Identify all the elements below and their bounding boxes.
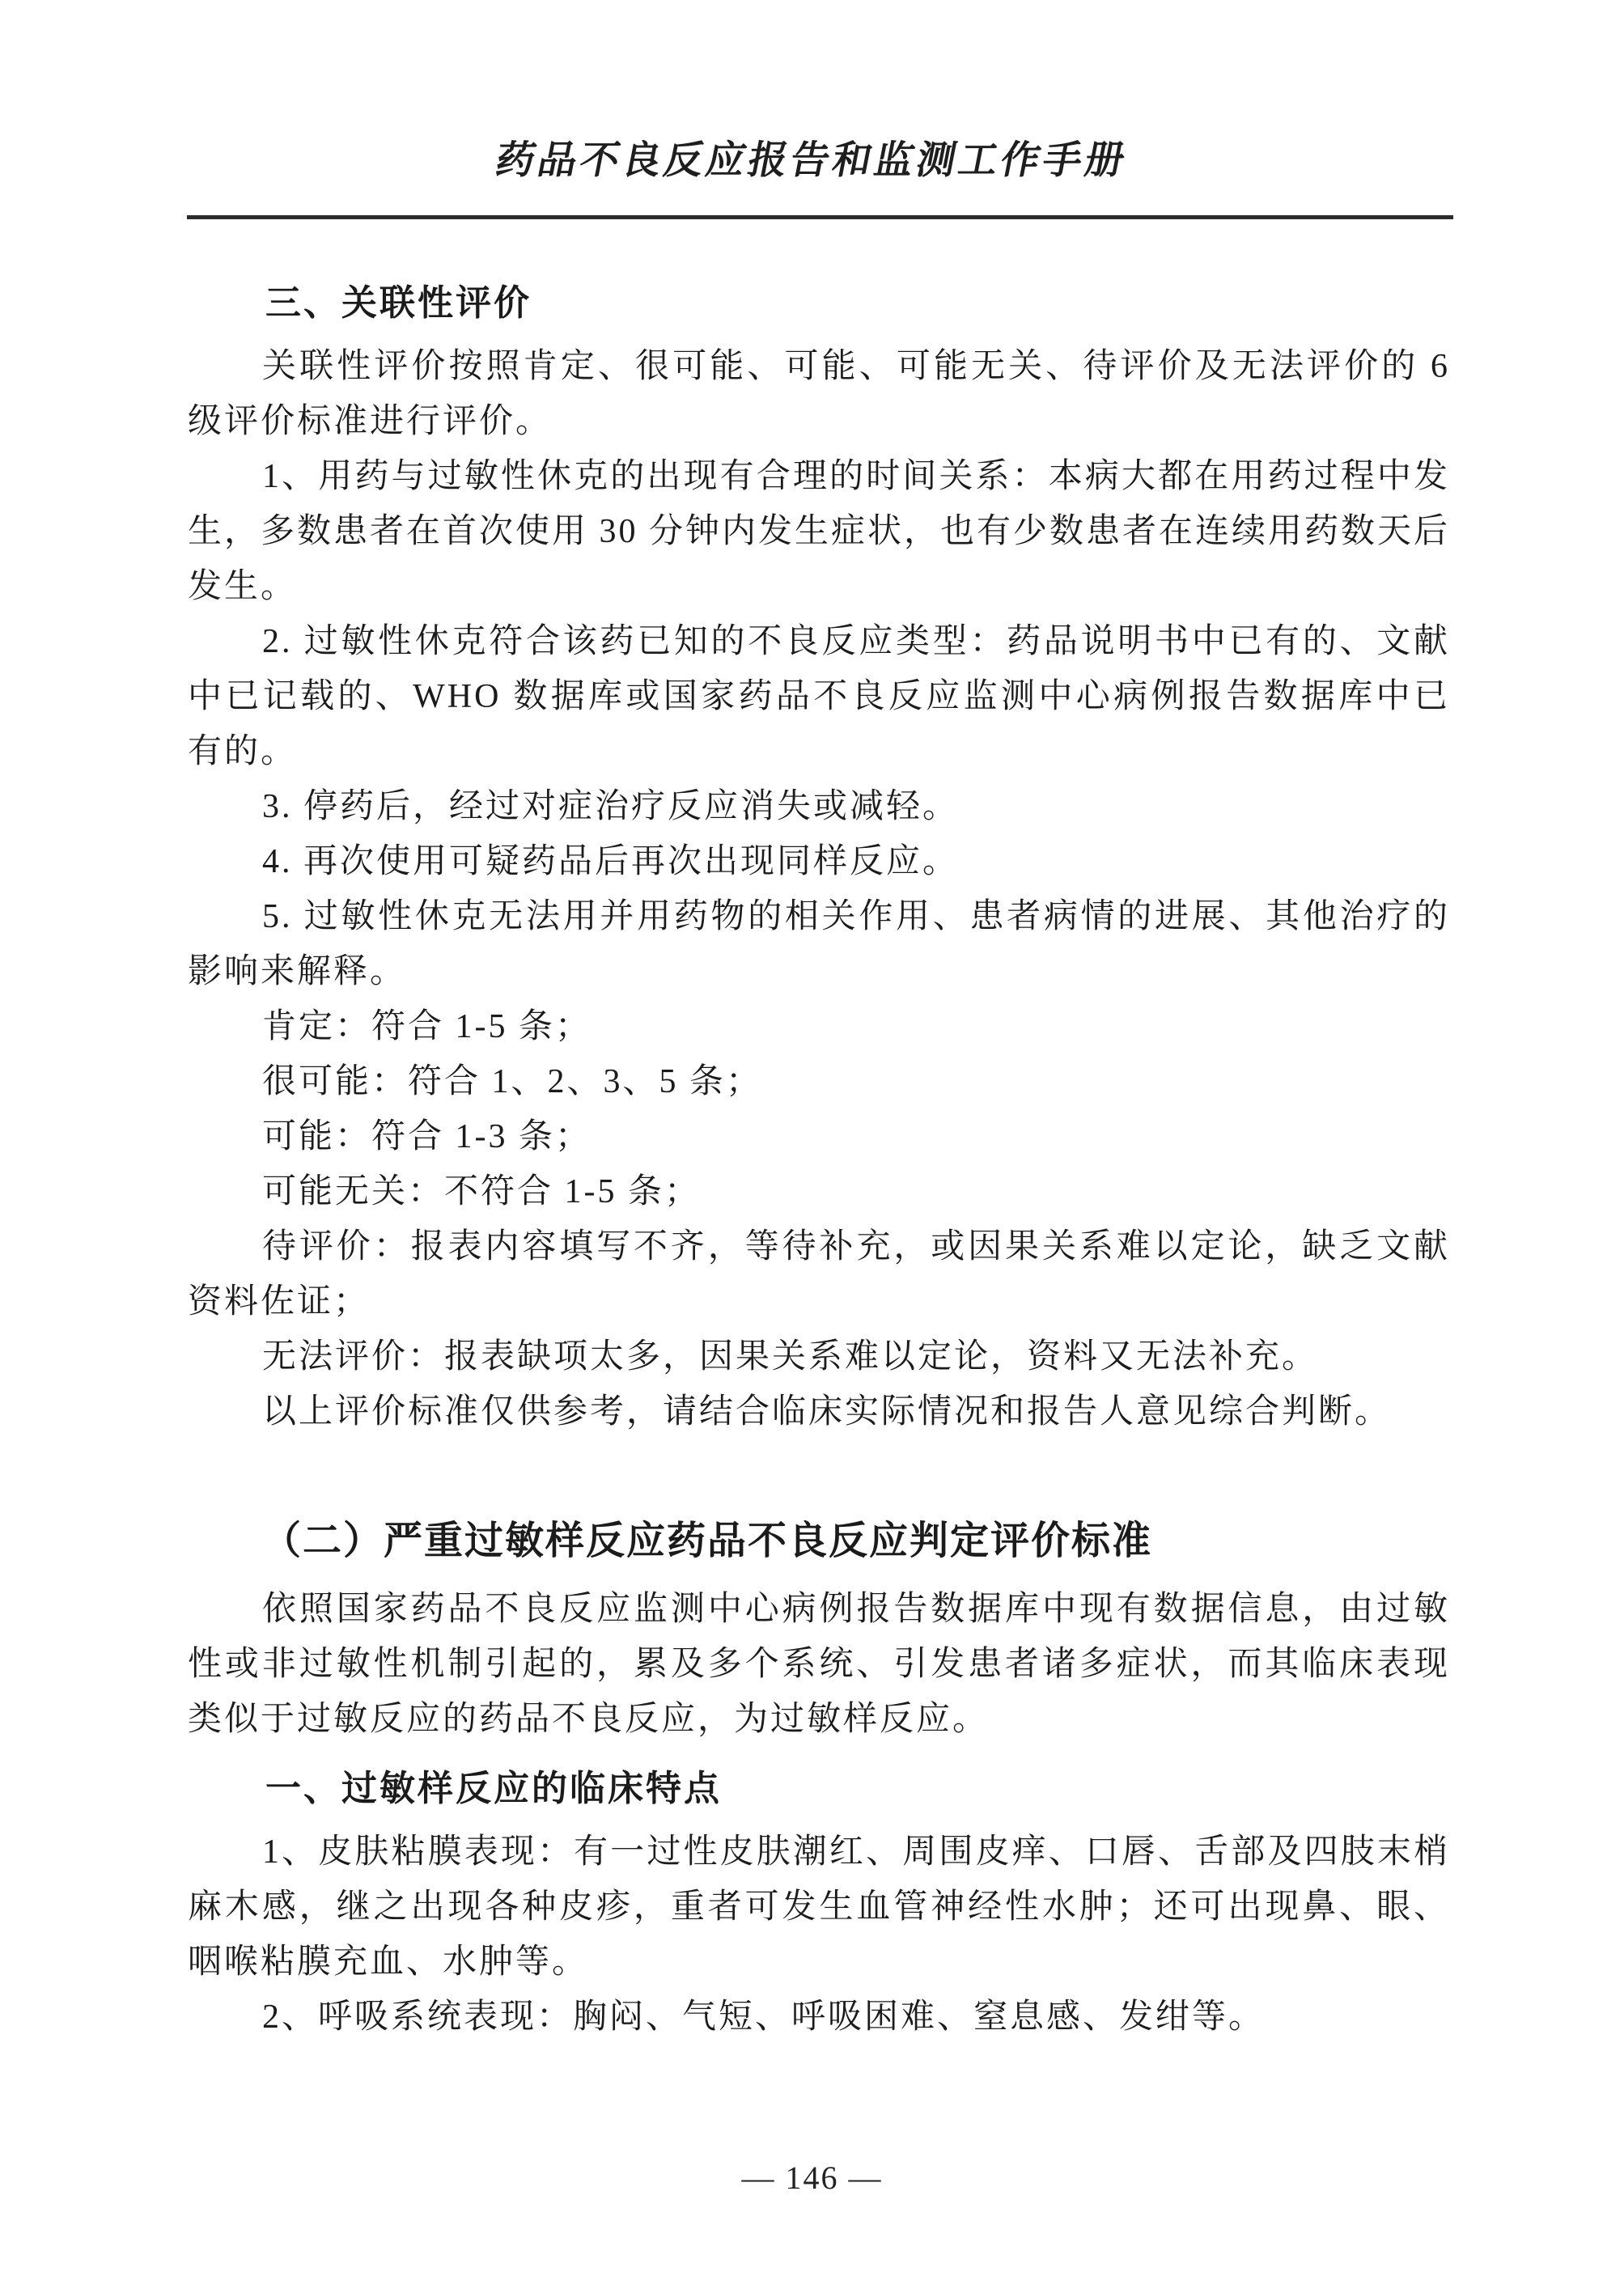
page-header	[0, 0, 1624, 219]
para-grade-possibly-unrelated: 可能无关：不符合 1-5 条；	[262, 1173, 701, 1210]
para-skin-mucosa-manifestations: 1、皮肤粘膜表现：有一过性皮肤潮红、周围皮痒、口唇、舌部及四肢末梢麻木感，继之出现各种皮疹，重者可发生血管神经性水肿；还可出现鼻、眼、咽喉粘膜充血、水肿等。	[188, 1833, 1450, 1981]
para-evaluation-grades: 关联性评价按照肯定、很可能、可能、可能无关、待评价及无法评价的 6 级评价标准进行评价。	[188, 348, 1450, 440]
para-respiratory-manifestations: 2、呼吸系统表现：胸闷、气短、呼吸困难、窒息感、发绀等。	[262, 1998, 1266, 2036]
para-grade-possible: 可能：符合 1-3 条；	[262, 1118, 592, 1155]
para-grade-definite: 肯定：符合 1-5 条；	[262, 1008, 592, 1045]
para-grade-unable-to-evaluate: 无法评价：报表缺项太多，因果关系难以定论，资料又无法补充。	[262, 1338, 1319, 1375]
heading-correlation-evaluation: 三、关联性评价	[265, 283, 532, 323]
header-rule	[187, 215, 1453, 219]
para-criterion-5-alternative-causes: 5. 过敏性休克无法用并用药物的相关作用、患者病情的进展、其他治疗的影响来解释。	[188, 898, 1450, 990]
para-criterion-4-rechallenge: 4. 再次使用可疑药品后再次出现同样反应。	[262, 843, 960, 880]
running-header-title	[0, 136, 1624, 186]
heading-clinical-features: 一、过敏样反应的临床特点	[265, 1769, 722, 1808]
running-header-title-text: 药品不良反应报告和监测工作手册	[492, 139, 1132, 182]
para-criterion-3-dechallenge: 3. 停药后，经过对症治疗反应消失或减轻。	[262, 788, 960, 825]
para-grade-pending-evaluation: 待评价：报表内容填写不齐，等待补充，或因果关系难以定论，缺乏文献资料佐证；	[188, 1228, 1450, 1320]
para-criterion-2-known-adr-type: 2. 过敏性休克符合该药已知的不良反应类型：药品说明书中已有的、文献中已记载的、WHO 数据库或国家药品不良反应监测中心病例报告数据库中已有的。	[188, 623, 1450, 770]
heading-severe-anaphylactoid-criteria: （二）严重过敏样反应药品不良反应判定评价标准	[262, 1519, 1153, 1562]
para-anaphylactoid-definition: 依照国家药品不良反应监测中心病例报告数据库中现有数据信息，由过敏性或非过敏性机制引起的，累及多个系统、引发患者诸多症状，而其临床表现类似于过敏反应的药品不良反应，为过敏样反应。	[188, 1591, 1450, 1738]
para-evaluation-note: 以上评价标准仅供参考，请结合临床实际情况和报告人意见综合判断。	[262, 1393, 1392, 1430]
para-criterion-1-time-relation: 1、用药与过敏性休克的出现有合理的时间关系：本病大都在用药过程中发生，多数患者在首次使用 30 分钟内发生症状，也有少数患者在连续用药数天后发生。	[188, 458, 1451, 605]
page-content	[188, 276, 1450, 2045]
para-grade-very-likely: 很可能：符合 1、2、3、5 条；	[262, 1063, 763, 1100]
page-number: — 146 —	[741, 2159, 883, 2196]
page-footer	[0, 2159, 1624, 2197]
